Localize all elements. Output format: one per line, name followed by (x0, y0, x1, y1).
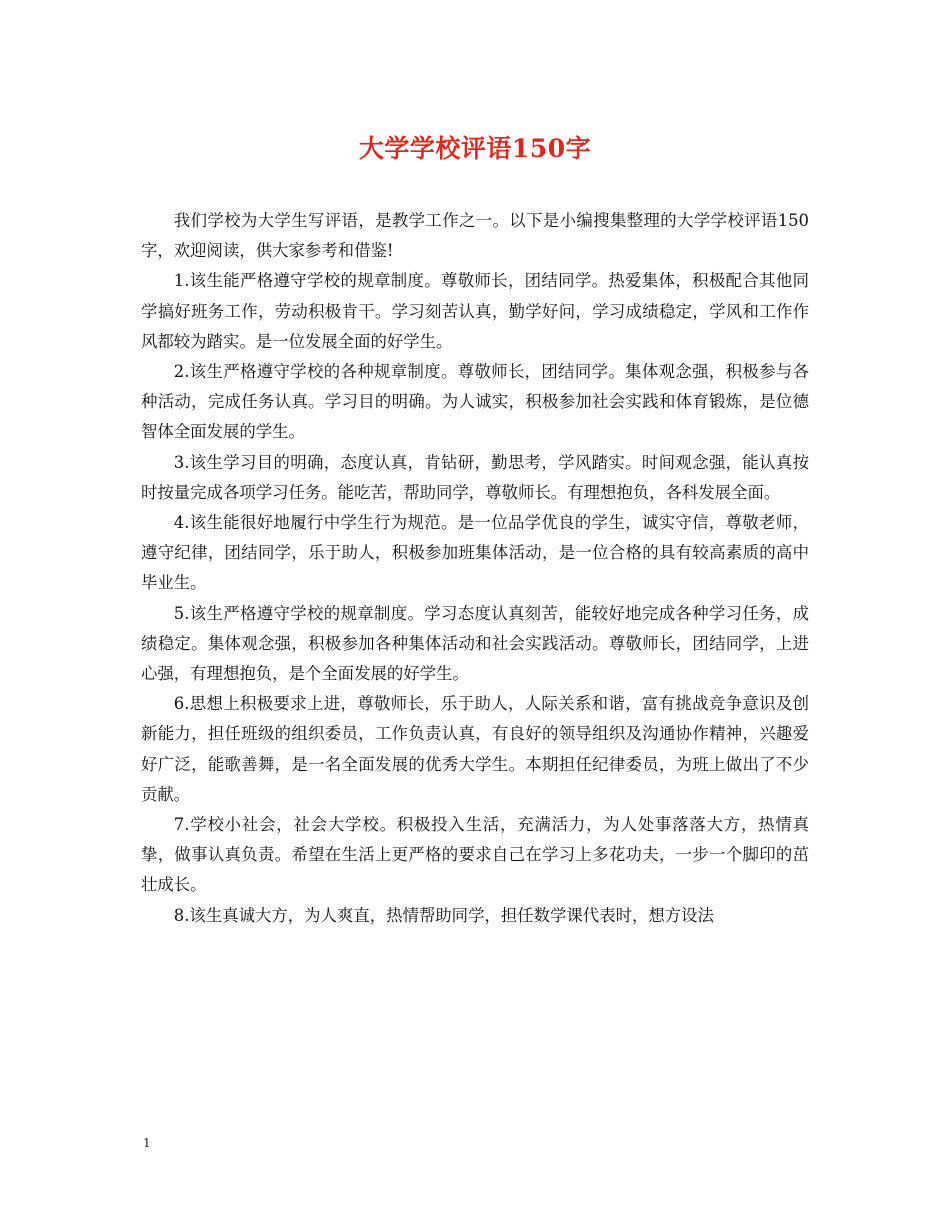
intro-paragraph: 我们学校为大学生写评语，是教学工作之一。以下是小编搜集整理的大学学校评语150字，欢迎阅读，供大家参考和借鉴! (141, 211, 809, 261)
page-number: 1 (143, 1136, 151, 1150)
comment-paragraph-8: 8.该生真诚大方，为人爽直，热情帮助同学，担任数学课代表时，想方设法 (173, 905, 714, 925)
comment-paragraph-2: 2.该生严格遵守学校的各种规章制度。尊敬师长，团结同学。集体观念强，积极参与各种活动，完成任务认真。学习目的明确。为人诚实，积极参加社会实践和体育锻炼，是位德智体全面发展的学生。 (141, 362, 809, 442)
comment-paragraph-1: 1.该生能严格遵守学校的规章制度。尊敬师长，团结同学。热爱集体，积极配合其他同学搞好班务工作，劳动积极肯干。学习刻苦认真，勤学好问，学习成绩稳定，学风和工作作风都较为踏实。是一位发展全面的好学生。 (141, 271, 809, 351)
document-body (141, 206, 809, 931)
comment-paragraph-5: 5.该生严格遵守学校的规章制度。学习态度认真刻苦，能较好地完成各种学习任务，成绩稳定。集体观念强，积极参加各种集体活动和社会实践活动。尊敬师长，团结同学，上进心强，有理想抱负，是个全面发展的好学生。 (141, 603, 809, 684)
comment-paragraph-3: 3.该生学习目的明确，态度认真，肯钻研，勤思考，学风踏实。时间观念强，能认真按时按量完成各项学习任务。能吃苦，帮助同学，尊敬师长。有理想抱负，各科发展全面。 (141, 452, 809, 502)
comment-paragraph-7: 7.学校小社会，社会大学校。积极投入生活，充满活力，为人处事落落大方，热情真挚，做事认真负责。希望在生活上更严格的要求自己在学习上多花功夫，一步一个脚印的茁壮成长。 (141, 815, 809, 895)
comment-paragraph-6: 6.思想上积极要求上进，尊敬师长，乐于助人，人际关系和谐，富有挑战竞争意识及创新能力，担任班级的组织委员，工作负责认真，有良好的领导组织及沟通协作精神，兴趣爱好广泛，能歌善舞，是一名全面发展的优秀大学生。本期担任纪律委员，为班上做出了不少贡献。 (141, 694, 809, 804)
comment-paragraph-4: 4.该生能很好地履行中学生行为规范。是一位品学优良的学生，诚实守信，尊敬老师，遵守纪律，团结同学，乐于助人，积极参加班集体活动，是一位合格的具有较高素质的高中毕业生。 (141, 513, 809, 593)
document-title: 大学学校评语150字 (358, 134, 592, 163)
